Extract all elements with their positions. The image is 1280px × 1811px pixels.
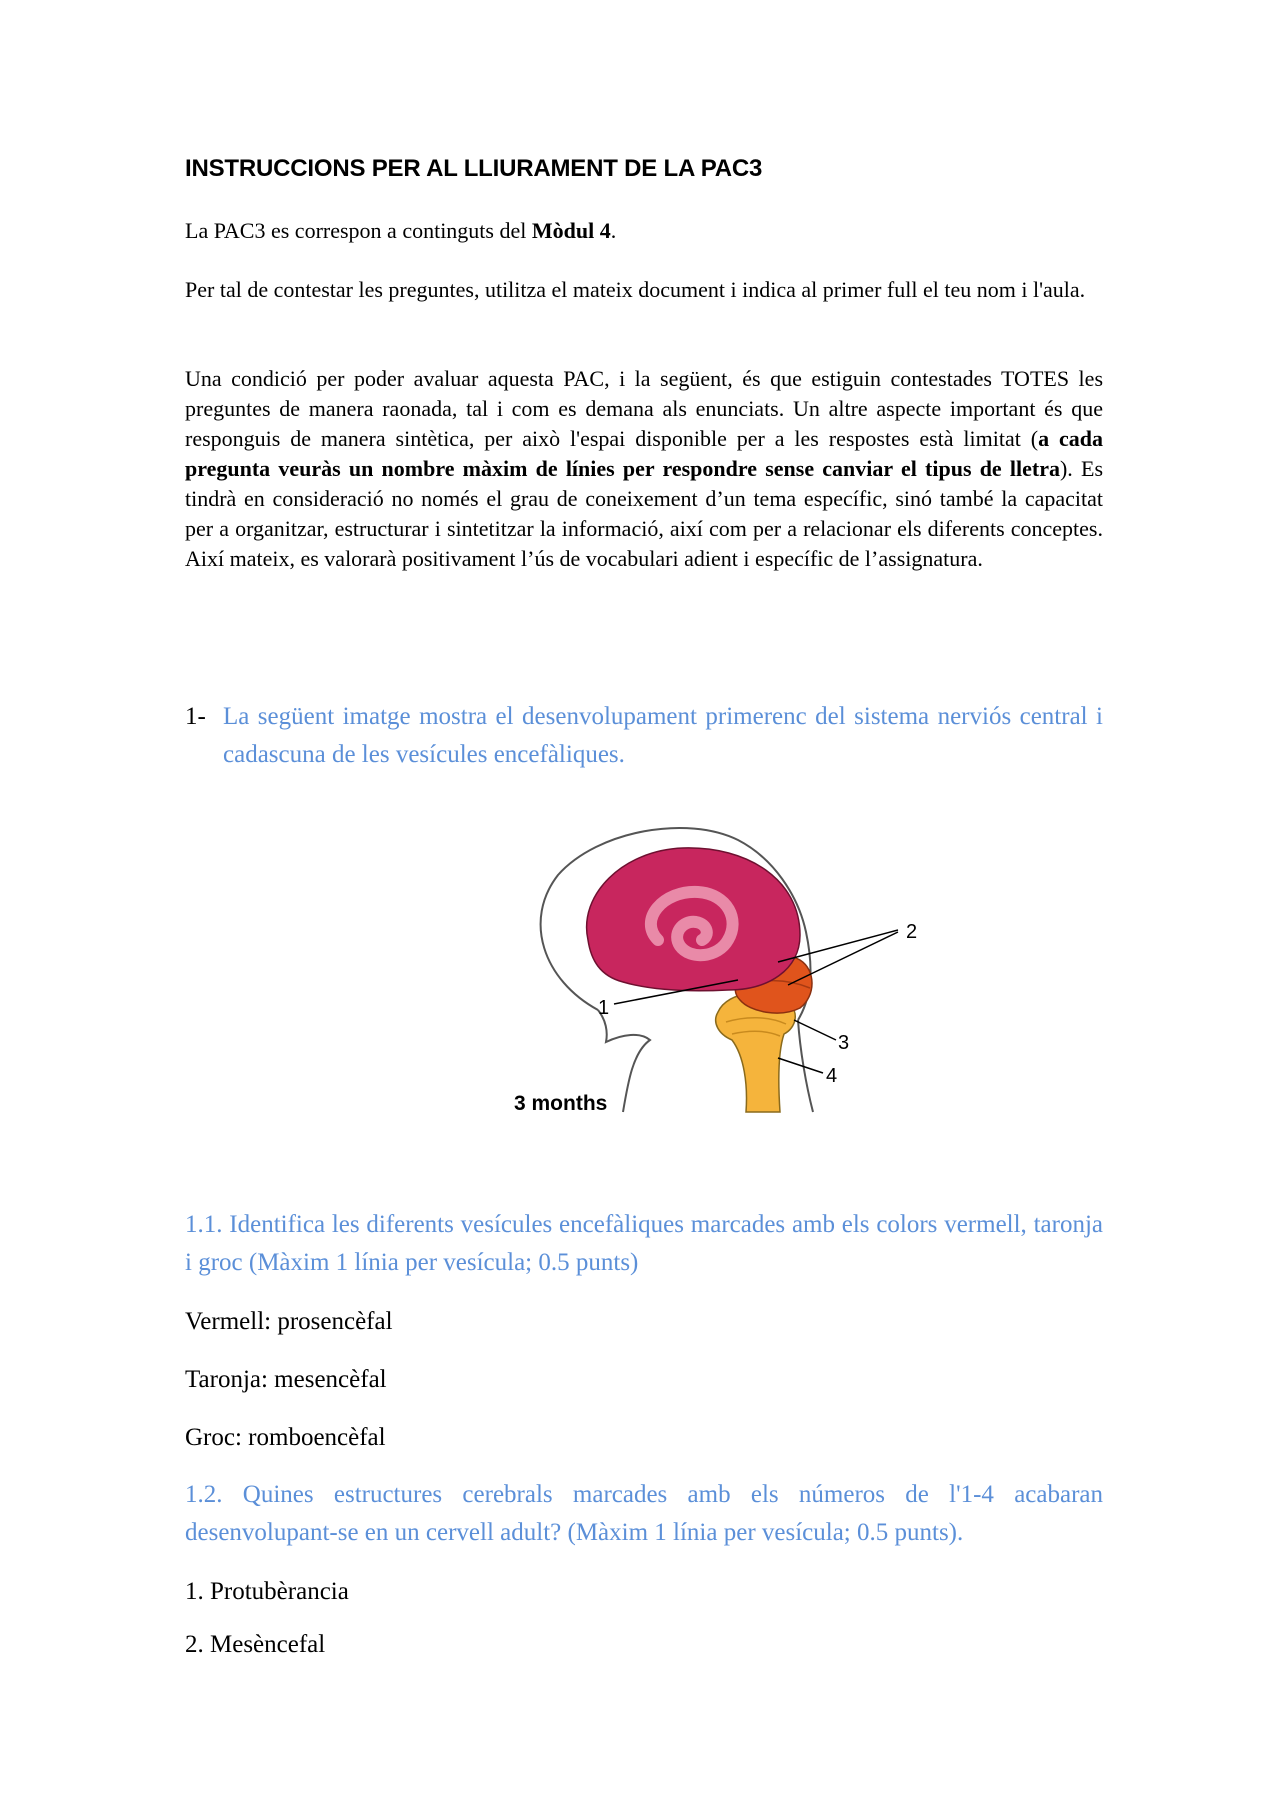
- figure-label-2: 2: [906, 921, 918, 943]
- intro-p1-text: La PAC3 es correspon a continguts del: [185, 218, 532, 243]
- question-1-number: 1-: [185, 703, 206, 730]
- answer-1-1-yellow: Groc: romboencèfal: [185, 1424, 386, 1451]
- question-1-2-text: 1.2. Quines estructures cerebrals marcades amb els números de l'1-4 acabaran desenvolupant-se en un cervell adult? (Màxim 1 línia per vesícula; 0.5 punts).: [185, 1481, 1103, 1546]
- figure-label-1: 1: [598, 997, 610, 1019]
- answer-1-1-orange: Taronja: mesencèfal: [185, 1366, 387, 1393]
- question-1-1-text: 1.1. Identifica les diferents vesícules encefàliques marcades amb els colors vermell, taronja i groc (Màxim 1 línia per vesícula; 0.5 punts): [185, 1211, 1103, 1276]
- pointer-line-2b: [788, 932, 898, 985]
- intro-paragraph-3: [185, 364, 1103, 574]
- figure-label-4: 4: [826, 1065, 838, 1087]
- figure-caption: 3 months: [514, 1092, 608, 1115]
- intro-p3-bold: a cada pregunta veuràs un nombre màxim de línies per respondre sense canviar el tipus de lletra: [185, 426, 1104, 481]
- intro-paragraph-1: [185, 216, 1103, 246]
- intro-p1-bold: Mòdul 4: [531, 218, 611, 243]
- question-1-text: La següent imatge mostra el desenvolupament primerenc del sistema nerviós central i cadascuna de les vesícules encefàliques.: [223, 703, 1103, 768]
- page-title: INSTRUCCIONS PER AL LLIURAMENT DE LA PAC3: [185, 155, 763, 182]
- brain-development-image: [428, 820, 1058, 1130]
- figure-label-3: 3: [838, 1032, 850, 1054]
- intro-p1-end: .: [610, 218, 617, 243]
- intro-p3-end: ). Es tindrà en consideració no només el grau de coneixement d’un tema específic, sinó també la capacitat per a organitzar, estructurar i sintetitzar la informació, així com per a relacionar els diferents conceptes. Així mateix, es valorarà positivament l’ús de vocabulari adient i específic de l’assignatura.: [185, 456, 1104, 571]
- answer-1-2-item-2: 2. Mesèncefal: [185, 1631, 326, 1658]
- question-1: [185, 698, 1103, 774]
- brain-development-figure: [428, 820, 1058, 1130]
- pointer-line-4: [778, 1058, 823, 1073]
- intro-paragraph-2: Per tal de contestar les preguntes, utilitza el mateix document i indica al primer full el teu nom i l'aula.: [185, 277, 1086, 302]
- answer-1-2-item-1: 1. Protubèrancia: [185, 1578, 349, 1605]
- answer-1-1-red: Vermell: prosencèfal: [185, 1308, 393, 1335]
- intro-p3-text: Una condició per poder avaluar aquesta PAC, i la següent, és que estiguin contestades TOTES les preguntes de manera raonada, tal i com es demana als enunciats. Un altre aspecte important és que responguis de manera sintètica, per això l'espai disponible per a les respostes està limitat (: [185, 366, 1103, 451]
